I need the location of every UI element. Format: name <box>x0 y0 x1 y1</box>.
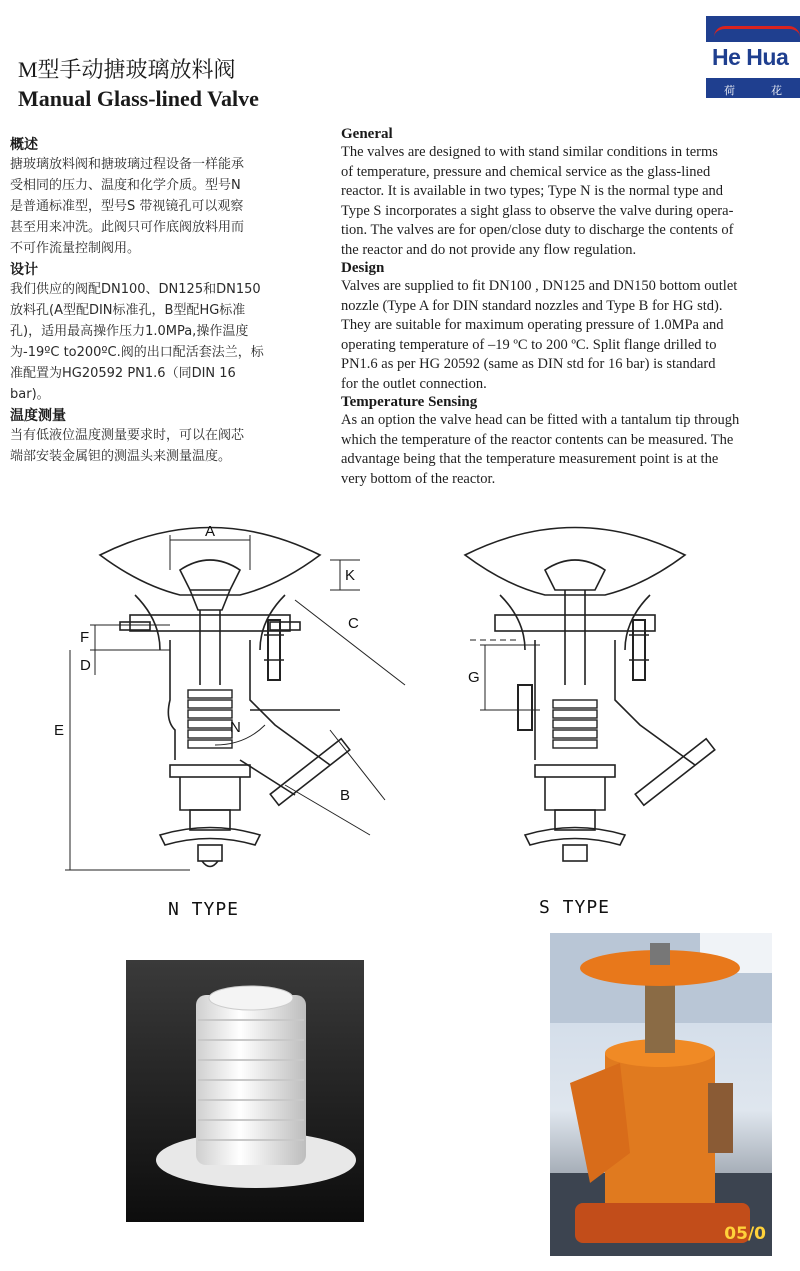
en-temp-line: advantage being that the temperature measurement point is at the <box>341 451 719 467</box>
valve-body <box>168 640 330 765</box>
en-design-body <box>341 277 793 394</box>
cn-general-heading: 概述 <box>10 137 38 153</box>
en-design-line: for the outlet connection. <box>341 375 487 392</box>
en-general-line: reactor. It is available in two types; Type N is the normal type and <box>341 183 724 199</box>
logo-text: He Hua <box>712 44 789 70</box>
photo-timestamp: 05/0 <box>724 1224 766 1244</box>
en-general-line: tion. The valves are for open/close duty to discharge the contents of <box>341 222 734 238</box>
lower-housing <box>535 765 615 777</box>
cn-temp-line: 端部安装金属钽的测温头来测量温度。 <box>10 449 232 464</box>
reactor-head <box>465 528 685 596</box>
en-column <box>341 126 793 489</box>
n-type-drawing <box>40 510 420 890</box>
cn-design-line: 准配置为HG20592 PN1.6（同DIN 16 <box>10 366 236 381</box>
en-temp-line: As an option the valve head can be fitted with a tantalum tip through <box>341 412 740 428</box>
en-temp-body <box>341 411 793 489</box>
dim-label-n: N <box>230 719 241 736</box>
dim-label-d: D <box>80 657 91 674</box>
dim-label-f: F <box>80 629 90 646</box>
outlet-branch <box>240 710 340 795</box>
cn-design-line: bar)。 <box>10 387 50 402</box>
en-design-heading: Design <box>341 260 385 276</box>
outlet-flange <box>635 739 715 805</box>
cn-general-line: 受相同的压力、温度和化学介质。型号N <box>10 178 241 193</box>
en-design-line: operating temperature of –19 ºC to 200 ºC. Split flange drilled to <box>341 336 717 353</box>
logo-arc <box>714 26 800 37</box>
valve-body <box>535 640 695 765</box>
cn-temp-line: 当有低液位温度测量要求时，可以在阀芯 <box>10 428 245 443</box>
en-temp-line: which the temperature of the reactor contents can be measured. The <box>341 431 734 448</box>
en-temp-line: very bottom of the reactor. <box>341 470 496 487</box>
valve-photo-image <box>550 933 772 1256</box>
cn-design-body <box>10 279 315 405</box>
dim-label-a: A <box>205 523 216 540</box>
dimension-lines <box>65 535 405 870</box>
cn-general-line: 搪玻璃放料阀和搪玻璃过程设备一样能承 <box>10 157 245 172</box>
cn-column <box>10 134 315 467</box>
dim-label-b: B <box>340 787 351 804</box>
orange-valve-photo <box>550 933 772 1256</box>
cn-general-body <box>10 154 315 259</box>
en-design-line: nozzle (Type A for DIN standard nozzles and Type B for HG std). <box>341 297 723 314</box>
cn-design-line: 放料孔(A型配DIN标准孔，B型配HG标准 <box>10 303 246 318</box>
en-general-line: Type S incorporates a sight glass to observe the valve during opera- <box>341 202 734 219</box>
logo-cn-right: 花 <box>771 84 782 97</box>
cn-temp-heading: 温度测量 <box>10 408 66 424</box>
n-type-caption: N TYPE <box>168 899 240 920</box>
en-temp-heading: Temperature Sensing <box>341 394 478 410</box>
logo-cn-left: 荷 <box>724 84 735 97</box>
valve-stem <box>200 610 220 685</box>
clamp-bolt <box>633 620 645 680</box>
cn-general-line: 甚至用来冲洗。此阀只可作底阀放料用而 <box>10 220 245 235</box>
en-general-line: of temperature, pressure and chemical service as the glass-lined <box>341 163 711 180</box>
en-design-line: Valves are supplied to fit DN100 , DN125 and DN150 bottom outlet <box>341 278 738 294</box>
logo-cn <box>706 82 800 98</box>
dim-label-e: E <box>54 722 65 739</box>
lower-housing <box>170 765 250 777</box>
bellows <box>553 700 597 748</box>
cn-design-line: 我们供应的阀配DN100、DN125和DN150 <box>10 282 261 297</box>
en-general-line: the reactor and do not provide any flow regulation. <box>341 241 637 258</box>
dim-label-g: G <box>468 669 480 686</box>
title-cn: M型手动搪玻璃放料阀 <box>18 57 236 82</box>
dim-label-k: K <box>345 567 356 584</box>
cn-design-line: 为-19ºC to200ºC.阀的出口配活套法兰，标 <box>10 345 264 360</box>
en-design-line: They are suitable for maximum operating pressure of 1.0MPa and <box>341 317 724 333</box>
valve-plug <box>545 560 605 590</box>
valve-stem <box>565 590 585 685</box>
cn-general-line: 不可作流量控制阀用。 <box>10 241 141 256</box>
title-en: Manual Glass-lined Valve <box>18 86 259 111</box>
en-general-body <box>341 143 793 260</box>
cn-design-heading: 设计 <box>10 262 38 278</box>
valve-plug <box>180 560 240 590</box>
s-type-drawing <box>450 510 790 880</box>
he-hua-logo <box>706 16 800 98</box>
cn-general-line: 是普通标准型，型号S 带视镜孔可以观察 <box>10 199 244 214</box>
cn-design-line: 孔)，适用最高操作压力1.0MPa,操作温度 <box>10 324 249 339</box>
cn-temp-body <box>10 425 315 467</box>
en-design-line: PN1.6 as per HG 20592 (same as DIN std for 16 bar) is standard <box>341 356 716 372</box>
s-type-caption: S TYPE <box>539 897 611 918</box>
en-general-line: The valves are designed to with stand similar conditions in terms <box>341 144 718 160</box>
outlet-flange <box>270 739 350 805</box>
en-general-heading: General <box>341 126 393 142</box>
ptfe-bellows-photo <box>126 960 364 1222</box>
bellows <box>188 690 232 748</box>
sight-glass <box>518 685 532 730</box>
dim-label-c: C <box>348 615 359 632</box>
